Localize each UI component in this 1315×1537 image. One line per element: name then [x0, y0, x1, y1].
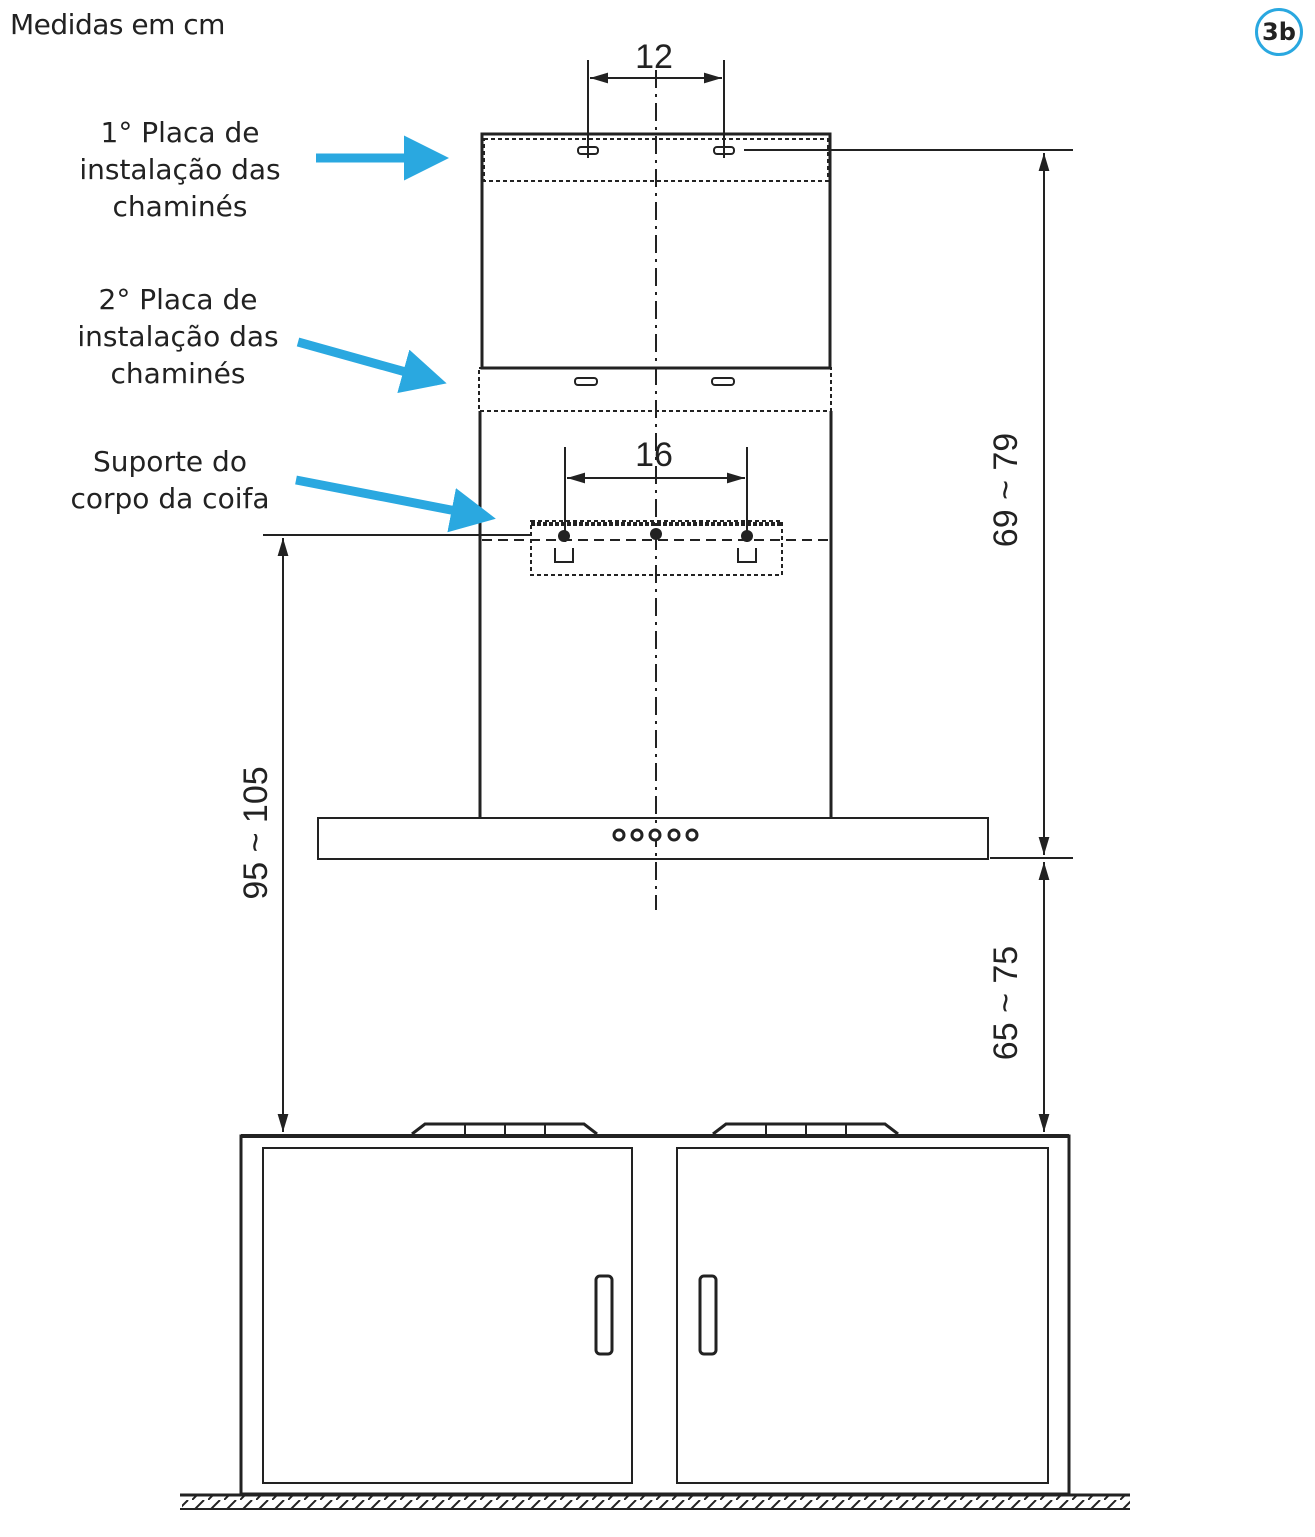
- callout-support-line-2: corpo da coifa: [70, 482, 270, 515]
- callout-plate-1-line-2: instalação das: [79, 153, 281, 186]
- control-button-5: [687, 830, 697, 840]
- bracket-hook-left: [555, 548, 573, 562]
- callout-plate-2-line-1: 2° Placa de: [98, 283, 258, 316]
- bracket-screw-right: [741, 530, 753, 542]
- dim-16-label: 16: [635, 436, 673, 474]
- cabinet-door-right: [677, 1148, 1048, 1483]
- bracket-screw-center: [650, 528, 662, 540]
- callout-plate-2: [58, 281, 298, 392]
- callout-support: [50, 443, 290, 517]
- cabinet-body: [241, 1136, 1069, 1494]
- callout-plate-1-line-1: 1° Placa de: [100, 116, 260, 149]
- control-button-2: [632, 830, 642, 840]
- figure-badge: 3b: [1255, 8, 1303, 56]
- arrow-support: [296, 480, 487, 517]
- callout-plate-1-line-3: chaminés: [112, 190, 248, 223]
- callout-plate-2-line-3: chaminés: [110, 357, 246, 390]
- dim-65-75-label: 65 ~ 75: [987, 945, 1025, 1061]
- control-button-1: [614, 830, 624, 840]
- control-button-4: [669, 830, 679, 840]
- callout-plate-1: [60, 114, 300, 225]
- cabinet-door-left: [263, 1148, 632, 1483]
- callout-support-line-1: Suporte do: [93, 445, 247, 478]
- bracket-hook-right: [738, 548, 756, 562]
- units-note: Medidas em cm: [10, 8, 225, 41]
- dim-12-label: 12: [635, 38, 673, 76]
- dim-69-79-label: 69 ~ 79: [987, 432, 1025, 548]
- plate-2-slot-right: [712, 378, 734, 385]
- door-handle-left: [596, 1276, 612, 1354]
- floor-hatch: [182, 1496, 1130, 1508]
- dim-95-105-label: 95 ~ 105: [237, 766, 275, 900]
- control-button-3: [650, 830, 660, 840]
- callout-plate-2-line-2: instalação das: [77, 320, 279, 353]
- bracket-screw-left: [558, 530, 570, 542]
- door-handle-right: [700, 1276, 716, 1354]
- arrow-plate-2: [298, 342, 438, 381]
- plate-2-slot-left: [575, 378, 597, 385]
